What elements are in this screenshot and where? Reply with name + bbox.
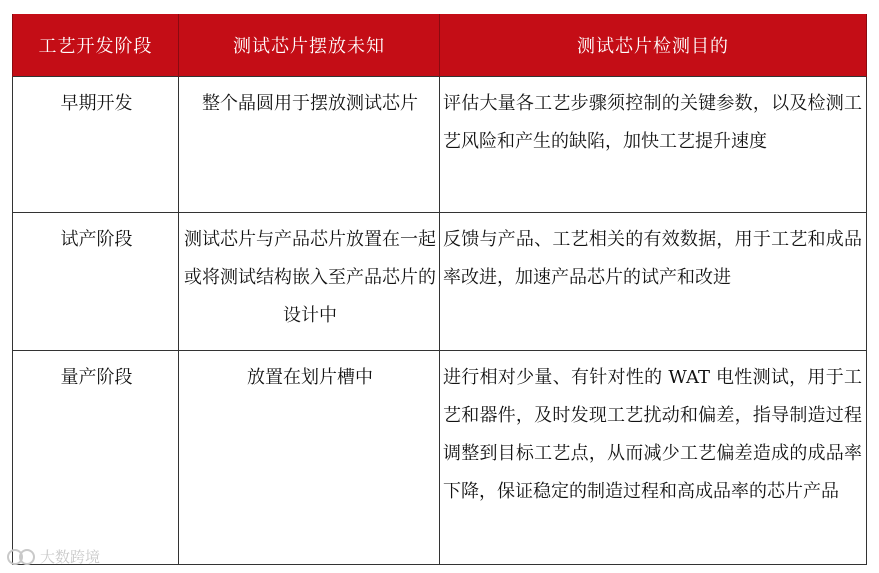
watermark-text: 大数跨境 bbox=[40, 548, 101, 566]
table-row bbox=[13, 351, 867, 565]
row-placement-cell: 测试芯片与产品芯片放置在一起或将测试结构嵌入至产品芯片的设计中 bbox=[179, 213, 440, 351]
header-placement: 测试芯片摆放未知 bbox=[179, 14, 440, 77]
table-row bbox=[13, 77, 867, 213]
stage-table bbox=[12, 14, 867, 565]
row-purpose-cell: 反馈与产品、工艺相关的有效数据，用于工艺和成品率改进，加速产品芯片的试产和改进 bbox=[440, 213, 867, 351]
watermark-logo-icon bbox=[6, 548, 36, 566]
table-row bbox=[13, 213, 867, 351]
table-header-row bbox=[13, 14, 867, 77]
header-purpose: 测试芯片检测目的 bbox=[440, 14, 867, 77]
row-stage-cell: 量产阶段 bbox=[13, 351, 179, 565]
row-placement-cell: 放置在划片槽中 bbox=[179, 351, 440, 565]
stage-table-container bbox=[12, 14, 866, 565]
row-stage-cell: 早期开发 bbox=[13, 77, 179, 213]
row-stage-cell: 试产阶段 bbox=[13, 213, 179, 351]
header-stage: 工艺开发阶段 bbox=[13, 14, 179, 77]
row-purpose-cell: 评估大量各工艺步骤须控制的关键参数，以及检测工艺风险和产生的缺陷，加快工艺提升速度 bbox=[440, 77, 867, 213]
watermark bbox=[6, 546, 100, 567]
row-placement-cell: 整个晶圆用于摆放测试芯片 bbox=[179, 77, 440, 213]
row-purpose-cell: 进行相对少量、有针对性的 WAT 电性测试，用于工艺和器件，及时发现工艺扰动和偏差，指导制造过程调整到目标工艺点，从而减少工艺偏差造成的成品率下降，保证稳定的制造过程和高成品率的芯片产品 bbox=[440, 351, 867, 565]
